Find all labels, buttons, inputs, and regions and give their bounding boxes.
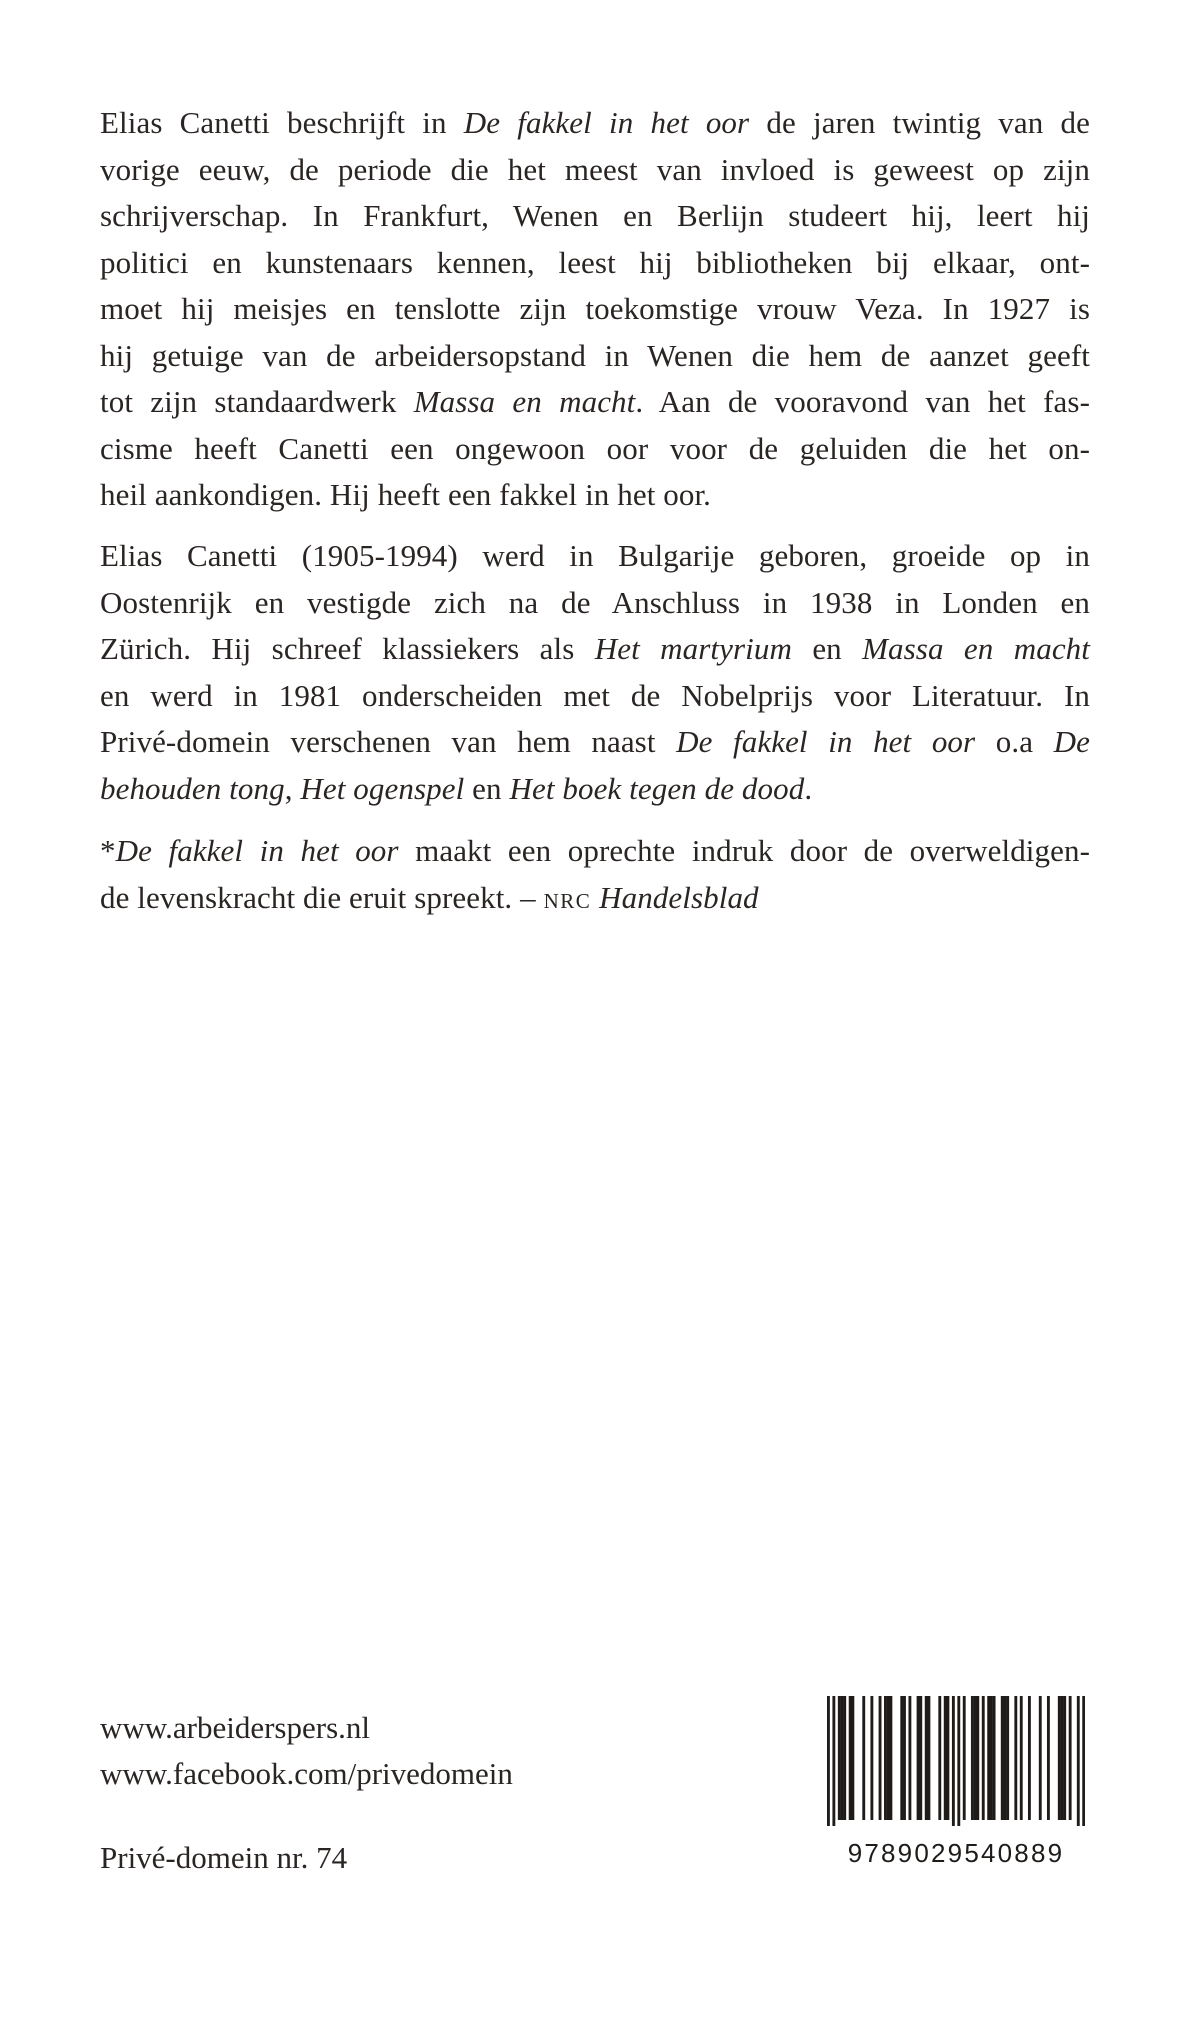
barcode-bar xyxy=(925,1696,928,1820)
barcode-bar xyxy=(1061,1696,1064,1820)
barcode-bar xyxy=(917,1696,920,1820)
text-line xyxy=(100,580,1090,627)
series-number: Privé-domein nr. 74 xyxy=(100,1840,348,1875)
text-run: heil aankondigen. Hij heeft een fakkel in het oor. xyxy=(100,477,712,512)
barcode-bar xyxy=(919,1696,922,1820)
barcode-bar xyxy=(849,1696,852,1820)
barcode-bar xyxy=(927,1696,930,1820)
italic-title: De fakkel in het oor xyxy=(115,833,399,868)
text-line xyxy=(100,286,1090,333)
barcode-bar xyxy=(908,1696,911,1820)
text-run: politici en kunstenaars kennen, leest hij bibliotheken bij elkaar, ont- xyxy=(100,244,1090,280)
text-line xyxy=(100,673,1090,720)
text-line xyxy=(100,240,1090,287)
text-run: . xyxy=(804,770,813,806)
text-run: Oostenrijk en vestigde zich na de Anschluss in 1938 in Londen en xyxy=(100,584,1090,620)
italic-title: Massa en macht xyxy=(862,631,1090,666)
text-run: Elias Canetti (1905-1994) werd in Bulgarije geboren, groeide op in xyxy=(100,538,1090,573)
text-line xyxy=(100,333,1090,380)
text-run: Privé-domein verschenen van hem naast xyxy=(100,724,677,759)
text-line xyxy=(100,426,1090,473)
barcode-bar xyxy=(900,1696,903,1820)
barcode-bar xyxy=(1014,1696,1017,1820)
text-run: . Aan de vooravond van het fas- xyxy=(635,384,1090,419)
review-quote xyxy=(100,828,1090,924)
text-line xyxy=(100,193,1090,240)
text-run: en xyxy=(791,631,863,666)
barcode-bar xyxy=(944,1696,947,1820)
text-run: hij getuige van de arbeidersopstand in Wenen die hem de aanzet geeft xyxy=(100,337,1090,373)
barcode-bar xyxy=(938,1696,941,1820)
barcode-bar xyxy=(879,1696,882,1820)
barcode-bar xyxy=(1028,1696,1031,1820)
barcode-bar xyxy=(903,1696,906,1820)
barcode-bar xyxy=(841,1696,844,1820)
description-paragraph xyxy=(100,100,1090,519)
text-line xyxy=(100,472,1090,519)
barcode-bar xyxy=(889,1696,892,1820)
text-run: moet hij meisjes en tenslotte zijn toekomstige vrouw Veza. In 1927 is xyxy=(100,291,1090,326)
barcode-bar xyxy=(957,1696,960,1826)
barcode-bar xyxy=(827,1696,830,1826)
barcode-bar xyxy=(976,1696,979,1820)
text-run: o.a xyxy=(975,724,1054,759)
barcode-bars xyxy=(827,1696,1085,1826)
text-run: de levenskracht die eruit spreekt. – xyxy=(100,879,544,915)
text-line xyxy=(100,719,1090,766)
barcode-bar xyxy=(862,1696,865,1820)
text-run: tot zijn standaardwerk xyxy=(100,384,414,419)
text-run: Zürich. Hij schreef klassiekers als xyxy=(100,631,595,666)
barcode-bar xyxy=(946,1696,949,1820)
barcode-bar xyxy=(1047,1696,1050,1820)
barcode-bar xyxy=(1077,1696,1080,1826)
text-run: schrijverschap. In Frankfurt, Wenen en Berlijn studeert hij, leert hij xyxy=(100,198,1090,233)
publisher-website-link[interactable]: www.arbeiderspers.nl xyxy=(100,1710,371,1745)
italic-title: De xyxy=(1053,724,1090,759)
barcode-bar xyxy=(851,1696,854,1820)
barcode-bar xyxy=(1069,1696,1072,1820)
text-run xyxy=(591,880,599,915)
text-run: maakt een oprechte indruk door de overweldigen- xyxy=(398,833,1090,868)
barcode-bar xyxy=(993,1696,996,1820)
italic-title: De fakkel in het oor xyxy=(676,724,976,759)
italic-title: Handelsblad xyxy=(599,879,759,915)
text-line xyxy=(100,147,1090,194)
facebook-link[interactable]: www.facebook.com/privedomein xyxy=(100,1756,513,1791)
text-line xyxy=(100,626,1090,673)
barcode-bar xyxy=(1004,1696,1007,1820)
barcode-bar xyxy=(971,1696,974,1820)
text-run: * xyxy=(100,833,116,868)
text-run: cisme heeft Canetti een ongewoon oor voor de geluiden die het on- xyxy=(100,430,1090,466)
barcode-bar xyxy=(887,1696,890,1820)
barcode-bar xyxy=(963,1696,966,1820)
text-run: Elias Canetti beschrijft in xyxy=(100,105,464,140)
italic-title: Het ogenspel xyxy=(300,770,465,806)
barcode-bar xyxy=(1058,1696,1061,1820)
barcode-bar xyxy=(1001,1696,1004,1820)
barcode-bar xyxy=(1006,1696,1009,1820)
barcode-bar xyxy=(987,1696,990,1820)
text-line xyxy=(100,766,1090,813)
text-run: en werd in 1981 onderscheiden met de Nobelprijs voor Literatuur. In xyxy=(100,677,1090,713)
text-run: vorige eeuw, de periode die het meest van invloed is geweest op zijn xyxy=(100,151,1090,187)
barcode-bar xyxy=(1063,1696,1066,1820)
italic-title: behouden tong xyxy=(100,770,285,806)
text-run: de jaren twintig van de xyxy=(749,105,1090,140)
text-line xyxy=(100,379,1090,426)
text-run: en xyxy=(464,770,510,806)
italic-title: Het martyrium xyxy=(594,631,792,666)
isbn-number: 9789029540889 xyxy=(847,1838,1065,1868)
barcode-bar xyxy=(838,1696,841,1820)
italic-title: De fakkel in het oor xyxy=(463,105,750,140)
text-line xyxy=(100,533,1090,580)
text-line xyxy=(100,100,1090,147)
barcode-bar xyxy=(1039,1696,1042,1820)
barcode-bar xyxy=(974,1696,977,1820)
author-bio-paragraph xyxy=(100,533,1090,812)
barcode-bar xyxy=(1020,1696,1023,1820)
barcode-bar xyxy=(1082,1696,1085,1826)
barcode-bar xyxy=(982,1696,985,1820)
barcode-bar xyxy=(952,1696,955,1826)
text-line xyxy=(100,828,1090,875)
barcode-bar xyxy=(870,1696,873,1820)
italic-title: Het boek tegen de dood xyxy=(509,770,805,806)
italic-title: Massa en macht xyxy=(413,384,636,419)
links-block xyxy=(100,1705,513,1797)
text-line xyxy=(100,875,1090,925)
barcode-bar xyxy=(832,1696,835,1826)
barcode-bar xyxy=(990,1696,993,1820)
barcode-bar xyxy=(843,1696,846,1820)
text-run: , xyxy=(284,770,301,806)
barcode-bar xyxy=(884,1696,887,1820)
small-caps-text: NRC xyxy=(543,888,592,913)
